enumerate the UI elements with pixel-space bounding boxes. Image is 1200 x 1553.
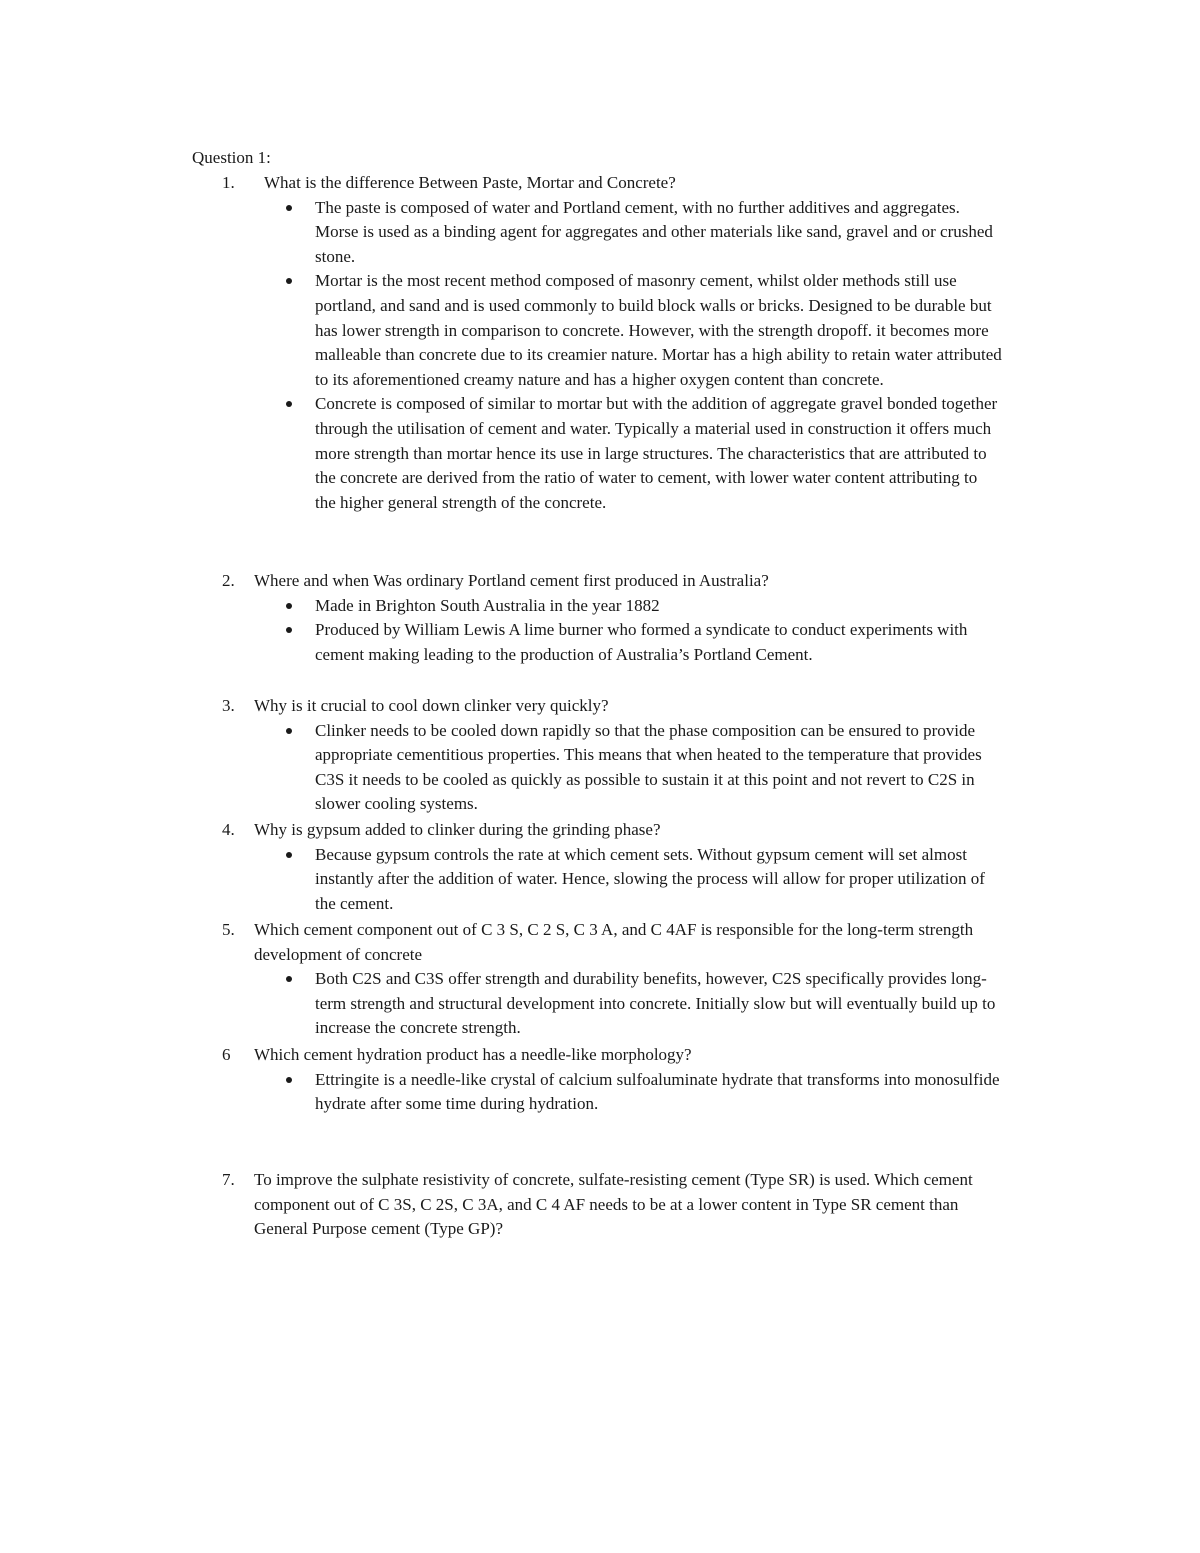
- bullet-icon: [284, 719, 315, 817]
- answer-item: [222, 392, 1002, 515]
- answer-item: [222, 719, 1002, 817]
- bullet-icon: [284, 843, 315, 917]
- question-1: [222, 171, 1002, 515]
- question-number: 7.: [222, 1170, 235, 1189]
- answer-item: [222, 843, 1002, 917]
- bullet-icon: [284, 196, 315, 270]
- question-7: [222, 1168, 1002, 1242]
- question-text: Which cement component out of C 3 S, C 2 S, C 3 A, and C 4AF is responsible for the long-term strength development of concrete: [254, 920, 974, 964]
- question-number: 1.: [222, 173, 235, 192]
- question-text: Which cement hydration product has a needle-like morphology?: [254, 1045, 692, 1064]
- bullet-icon: [284, 618, 315, 667]
- question-text: What is the difference Between Paste, Mortar and Concrete?: [264, 173, 676, 192]
- answer-list: [222, 719, 1002, 817]
- bullet-icon: [284, 1068, 315, 1117]
- answer-text: Both C2S and C3S offer strength and durability benefits, however, C2S specifically provides long-term strength and structural development into concrete. Initially slow but will eventually build up to increase the concrete strength.: [315, 969, 996, 1038]
- answer-text: Made in Brighton South Australia in the year 1882: [315, 595, 660, 615]
- answer-list: [222, 843, 1002, 917]
- answer-list: [222, 196, 1002, 516]
- document-heading: Question 1:: [192, 148, 271, 167]
- question-number: 6: [222, 1045, 231, 1064]
- answer-item: [222, 1068, 1002, 1117]
- question-text: Why is it crucial to cool down clinker very quickly?: [254, 696, 609, 715]
- bullet-icon: [284, 269, 315, 392]
- question-6: [222, 1043, 1002, 1117]
- answer-text: The paste is composed of water and Portland cement, with no further additives and aggregates. Morse is used as a binding agent for aggregates and other materials like sand, gravel and or crushed stone.: [315, 197, 993, 266]
- answer-text: Mortar is the most recent method composed of masonry cement, whilst older methods still use portland, and sand and is used commonly to build block walls or bricks. Designed to be durable but has lower strength in comparison to concrete. However, with the strength dropoff. it becomes more malleable than concrete due to its creamier nature. Mortar has a high ability to retain water attributed to its aforementioned creamy nature and has a higher oxygen content than concrete.: [315, 271, 1002, 389]
- question-number: 4.: [222, 820, 235, 839]
- bullet-icon: [284, 392, 315, 515]
- answer-item: [222, 196, 1002, 270]
- answer-item: [222, 594, 1002, 619]
- question-number: 5.: [222, 920, 235, 939]
- question-4: [222, 818, 1002, 916]
- bullet-icon: [284, 594, 315, 619]
- answer-text: Ettringite is a needle-like crystal of calcium sulfoaluminate hydrate that transforms into monosulfide hydrate after some time during hydration.: [315, 1069, 1000, 1114]
- answer-item: [222, 269, 1002, 392]
- question-3: [222, 694, 1002, 817]
- question-text: To improve the sulphate resistivity of concrete, sulfate-resisting cement (Type SR) is used. Which cement component out of C 3S, C 2S, C 3A, and C 4 AF needs to be at a lower content in Type SR cement than General Purpose cement (Type GP)?: [254, 1170, 973, 1239]
- answer-text: Concrete is composed of similar to mortar but with the addition of aggregate gravel bonded together through the utilisation of cement and water. Typically a material used in construction it offers much more strength than mortar hence its use in large structures. The characteristics that are attributed to the concrete are derived from the ratio of water to cement, with lower water content attributing to the higher general strength of the concrete.: [315, 394, 998, 512]
- answer-text: Produced by William Lewis A lime burner who formed a syndicate to conduct experiments with cement making leading to the production of Australia’s Portland Cement.: [315, 620, 968, 664]
- answer-list: [222, 967, 1002, 1041]
- question-number: 2.: [222, 571, 235, 590]
- bullet-icon: [284, 967, 315, 1041]
- answer-text: Because gypsum controls the rate at which cement sets. Without gypsum cement will set almost instantly after the addition of water. Hence, slowing the process will allow for proper utilization of the cement.: [315, 844, 985, 913]
- answer-item: [222, 967, 1002, 1041]
- question-text: Where and when Was ordinary Portland cement first produced in Australia?: [254, 571, 769, 590]
- question-5: [222, 918, 1002, 1041]
- question-text: Why is gypsum added to clinker during the grinding phase?: [254, 820, 661, 839]
- answer-list: [222, 1068, 1002, 1117]
- answer-item: [222, 618, 1002, 667]
- question-2: [222, 569, 1002, 667]
- answer-text: Clinker needs to be cooled down rapidly so that the phase composition can be ensured to provide appropriate cementitious properties. This means that when heated to the temperature that provides C3S it needs to be cooled as quickly as possible to sustain it at this point and not revert to C2S in slower cooling systems.: [315, 720, 982, 814]
- answer-list: [222, 594, 1002, 668]
- question-number: 3.: [222, 696, 235, 715]
